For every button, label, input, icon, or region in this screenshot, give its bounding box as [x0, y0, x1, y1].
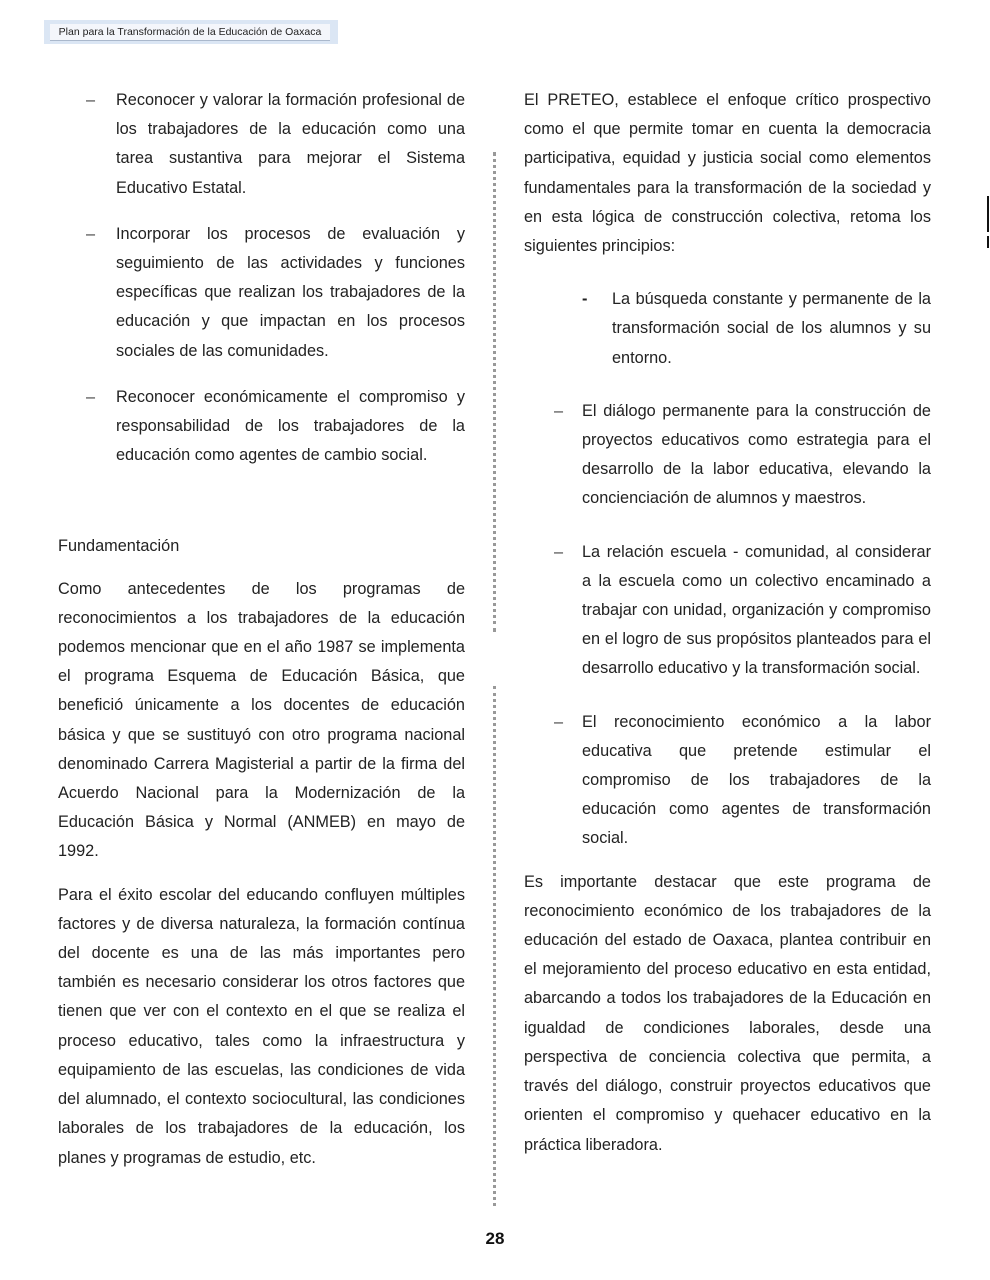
list-item-text: El reconocimiento económico a la labor educativa que pretende estimular el compromiso de los trabajadores de la educación como agentes de transformación social.	[582, 712, 931, 848]
dash-bullet-icon: –	[86, 224, 96, 243]
dash-bullet-icon: –	[554, 712, 564, 731]
list-item-text: Reconocer económicamente el compromiso y responsabilidad de los trabajadores de la educación como agentes de cambio social.	[116, 387, 465, 465]
list-item	[524, 708, 931, 854]
page-number: 28	[485, 1229, 505, 1248]
left-column	[58, 86, 465, 1173]
dash-bullet-icon: –	[86, 91, 96, 109]
right-column	[524, 86, 931, 1160]
column-divider	[493, 686, 496, 1206]
header-tab	[44, 20, 338, 44]
list-item	[524, 397, 931, 514]
column-divider	[493, 152, 496, 632]
hyphen-bullet-icon: -	[582, 290, 588, 309]
list-item	[58, 220, 465, 366]
list-item-text: El diálogo permanente para la construcción de proyectos educativos como estrategia para el desarrollo de la labor educativa, elevando la concienciación de alumnos y maestros.	[582, 401, 931, 508]
list-item	[524, 285, 931, 373]
section-heading: Fundamentación	[58, 537, 180, 556]
list-item-text: Incorporar los procesos de evaluación y seguimiento de las actividades y funciones específicas que realizan los trabajadores de la educación y que impactan en los procesos sociales de las comunidades.	[116, 224, 465, 360]
dash-bullet-icon: –	[86, 387, 96, 406]
list-item-text: Reconocer y valorar la formación profesional de los trabajadores de la educación como una tarea sustantiva para mejorar el Sistema Educativo Estatal.	[116, 91, 465, 197]
list-item-text: La relación escuela - comunidad, al considerar a la escuela como un colectivo encaminado a trabajar con unidad, organización y compromiso en el logro de sus propósitos planteados para el desarrollo educativo y la transformación social.	[582, 542, 931, 678]
list-item	[524, 538, 931, 684]
body-paragraph: Como antecedentes de los programas de reconocimientos a los trabajadores de la educación podemos mencionar que en el año 1987 se implementa el programa Esquema de Educación Básica, que benefició únicamente a los docentes de educación básica y que se sustituyó con otro programa nacional denominado Carrera Magisterial a partir de la firma del Acuerdo Nacional para la Modernización de la Educación Básica y Normal (ANMEB) en mayo de 1992.	[58, 579, 465, 861]
dash-bullet-icon: –	[554, 542, 564, 561]
body-paragraph: Para el éxito escolar del educando confluyen múltiples factores y de diversa naturaleza, la formación contínua del docente es una de las más importantes pero también es necesario considerar los otros factores que tienen que ver con el contexto en el que se realiza el proceso educativo, tales como la infraestructura y equipamiento de las escuelas, las condiciones de vida del alumnado, el contexto sociocultural, las condiciones laborales de los trabajadores de la educación, los planes y programas de estudio, etc.	[58, 885, 465, 1167]
dash-bullet-icon: –	[554, 401, 564, 420]
intro-paragraph: El PRETEO, establece el enfoque crítico prospectivo como el que permite tomar en cuenta la democracia participativa, equidad y justicia social como elementos fundamentales para la transformación de la sociedad y en esta lógica de construcción colectiva, retoma los siguientes principios:	[524, 91, 931, 256]
edge-mark-icon	[984, 196, 990, 252]
header-title: Plan para la Transformación de la Educación de Oaxaca	[50, 24, 330, 41]
list-item	[58, 86, 465, 203]
list-item-text: La búsqueda constante y permanente de la transformación social de los alumnos y su entorno.	[612, 290, 931, 367]
list-item	[58, 383, 465, 471]
closing-paragraph: Es importante destacar que este programa de reconocimiento económico de los trabajadores de la educación del estado de Oaxaca, plantea contribuir en el mejoramiento del proceso educativo en esta entidad, abarcando a todos los trabajadores de la Educación en igualdad de condiciones laborales, desde una perspectiva de conciencia colectiva que permita, a través del diálogo, construir proyectos educativos que orienten el compromiso y quehacer educativo en la práctica liberadora.	[524, 872, 931, 1154]
